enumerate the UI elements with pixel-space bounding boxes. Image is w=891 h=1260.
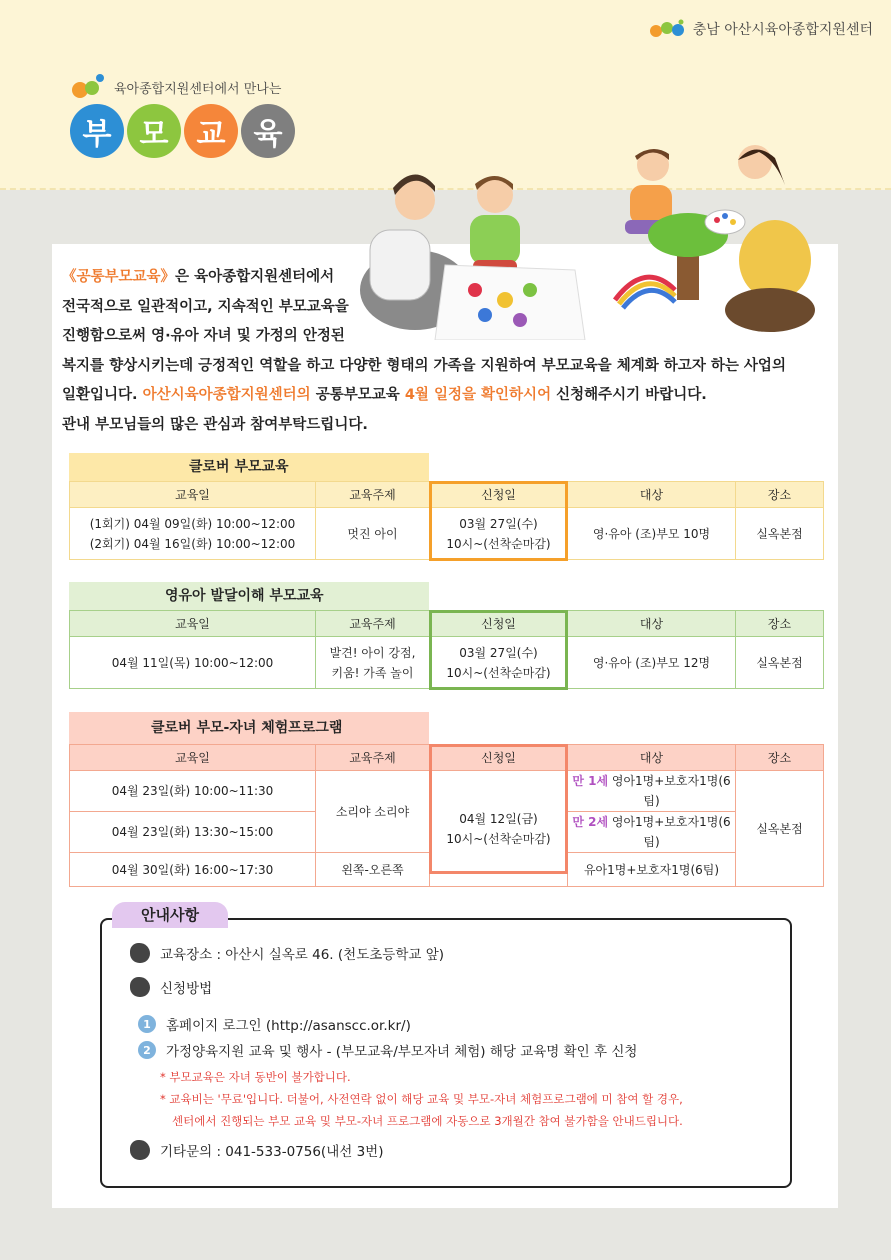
table-row	[70, 771, 824, 812]
bullet-icon	[130, 977, 150, 997]
intro-text-fragment: 일환입니다.	[62, 387, 143, 403]
notice-tab: 안내사항	[112, 902, 228, 928]
table-row	[70, 508, 824, 560]
intro-highlight: 4월 일정을 확인하시어	[404, 387, 552, 403]
center-logo-icon	[649, 18, 687, 40]
date-text: (2회기) 04월 16일(화) 10:00~12:00	[89, 536, 296, 551]
apply-cell	[430, 771, 568, 887]
age-label: 만 1세	[572, 774, 609, 788]
col-apply: 신청일	[430, 611, 568, 637]
schedule-table-development	[69, 610, 824, 689]
section-title-experience: 클로버 부모-자녀 체험프로그램	[69, 712, 429, 744]
notice-place	[130, 943, 444, 963]
subtitle-text: 육아종합지원센터에서 만나는	[114, 81, 282, 97]
step-number-icon: 2	[138, 1041, 156, 1059]
target-cell: 유아1명+보호자1명(6팀)	[568, 853, 736, 887]
table-header-row	[70, 611, 824, 637]
place-cell: 실옥본점	[736, 771, 824, 887]
intro-text-fragment: 은 육아종합지원센터에서	[175, 269, 335, 285]
age-label: 만 2세	[572, 815, 609, 829]
notice-contact	[130, 1140, 383, 1160]
intro-line: 전국적으로 일관적이고, 지속적인 부모교육을	[62, 298, 349, 315]
col-date: 교육일	[70, 745, 316, 771]
step-number-icon: 1	[138, 1015, 156, 1033]
step-text: 가정양육지원 교육 및 행사 - (부모교육/부모자녀 체험) 해당 교육명 확인 후 신청	[166, 1044, 638, 1060]
notice-method-text: 신청방법	[160, 981, 213, 997]
col-target: 대상	[568, 611, 736, 637]
apply-date: 03월 27일(수)	[459, 516, 538, 531]
bullet-icon	[130, 1140, 150, 1160]
org-header	[649, 18, 873, 40]
col-topic: 교육주제	[316, 745, 430, 771]
place-cell: 실옥본점	[736, 637, 824, 689]
place-cell: 실옥본점	[736, 508, 824, 560]
topic-text: 키움! 가족 놀이	[331, 665, 414, 680]
note-free: * 교육비는 '무료'입니다. 더불어, 사전연락 없이 해당 교육 및 부모-자녀 체험프로그램에 미 참여 할 경우,	[160, 1092, 683, 1106]
col-date: 교육일	[70, 482, 316, 508]
section-title-development: 영유아 발달이해 부모교육	[69, 582, 429, 610]
target-text: 영아1명+보호자1명(6팀)	[608, 815, 731, 849]
notice-contact-text: 기타문의 : 041-533-0756(내선 3번)	[160, 1144, 384, 1160]
col-place: 장소	[736, 482, 824, 508]
page-title	[70, 104, 295, 158]
apply-time: 10시~(선착순마감)	[446, 831, 551, 846]
schedule-table-clover-parent	[69, 481, 824, 560]
center-logo-icon	[70, 72, 110, 102]
title-char-3: 교	[184, 104, 238, 158]
date-cell: 04월 23일(화) 10:00~11:30	[70, 771, 316, 812]
topic-text: 발견! 아이 강점,	[329, 645, 416, 660]
date-cell: 04월 11일(목) 10:00~12:00	[70, 637, 316, 689]
col-topic: 교육주제	[316, 482, 430, 508]
intro-line: 복지를 향상시키는데 긍정적인 역할을 하고 다양한 형태의 가족을 지원하여 부모교육을 체계화 하고자 하는 사업의	[62, 357, 786, 374]
table-header-row	[70, 745, 824, 771]
apply-date: 03월 27일(수)	[459, 645, 538, 660]
title-char-1: 부	[70, 104, 124, 158]
intro-line: 진행함으로써 영·유아 자녀 및 가정의 안정된	[62, 328, 345, 344]
bullet-icon	[130, 943, 150, 963]
col-date: 교육일	[70, 611, 316, 637]
col-apply: 신청일	[430, 745, 568, 771]
topic-cell	[316, 637, 430, 689]
subtitle	[70, 72, 281, 102]
topic-cell: 멋진 아이	[316, 508, 430, 560]
intro-line	[62, 263, 822, 293]
target-cell	[568, 812, 736, 853]
intro-highlight: 아산시육아종합지원센터의	[142, 387, 311, 403]
intro-text-fragment: 신청해주시기 바랍니다.	[551, 387, 707, 403]
org-name: 충남 아산시육아종합지원센터	[692, 22, 873, 38]
col-target: 대상	[568, 745, 736, 771]
intro-highlight: 《공통부모교육》	[62, 269, 176, 285]
date-cell	[70, 508, 316, 560]
target-cell: 영·유아 (조)부모 12명	[568, 637, 736, 689]
table-row	[70, 637, 824, 689]
intro-text-fragment: 공통부모교육	[310, 387, 405, 403]
col-apply: 신청일	[430, 482, 568, 508]
date-cell: 04월 23일(화) 13:30~15:00	[70, 812, 316, 853]
topic-cell: 왼쪽-오른쪽	[316, 853, 430, 887]
notice-step-2	[138, 1040, 637, 1060]
apply-date: 04월 12일(금)	[459, 811, 538, 826]
intro-line: 관내 부모님들의 많은 관심과 참여부탁드립니다.	[62, 416, 368, 433]
section-title-clover-parent: 클로버 부모교육	[69, 453, 429, 481]
title-char-4: 육	[241, 104, 295, 158]
apply-time: 10시~(선착순마감)	[446, 536, 551, 551]
intro-text	[62, 263, 822, 440]
notice-step-1	[138, 1014, 411, 1034]
col-target: 대상	[568, 482, 736, 508]
col-topic: 교육주제	[316, 611, 430, 637]
step-text: 홈페이지 로그인 (http://asanscc.or.kr/)	[166, 1018, 411, 1034]
apply-time: 10시~(선착순마감)	[446, 665, 551, 680]
topic-cell: 소리야 소리야	[316, 771, 430, 853]
apply-cell	[430, 637, 568, 689]
intro-line	[62, 381, 822, 411]
notice-place-text: 교육장소 : 아산시 실옥로 46. (천도초등학교 앞)	[160, 947, 444, 963]
note-penalty: 센터에서 진행되는 부모 교육 및 부모-자녀 프로그램에 자동으로 3개월간 참여 불가함을 안내드립니다.	[172, 1114, 683, 1128]
table-header-row	[70, 482, 824, 508]
target-cell: 영·유아 (조)부모 10명	[568, 508, 736, 560]
col-place: 장소	[736, 745, 824, 771]
target-cell	[568, 771, 736, 812]
col-place: 장소	[736, 611, 824, 637]
apply-cell	[430, 508, 568, 560]
note-no-children: * 부모교육은 자녀 동반이 불가합니다.	[160, 1070, 351, 1084]
title-char-2: 모	[127, 104, 181, 158]
date-text: (1회기) 04월 09일(화) 10:00~12:00	[89, 516, 296, 531]
date-cell: 04월 30일(화) 16:00~17:30	[70, 853, 316, 887]
target-text: 영아1명+보호자1명(6팀)	[608, 774, 731, 808]
schedule-table-experience	[69, 744, 824, 887]
notice-method	[130, 977, 212, 997]
